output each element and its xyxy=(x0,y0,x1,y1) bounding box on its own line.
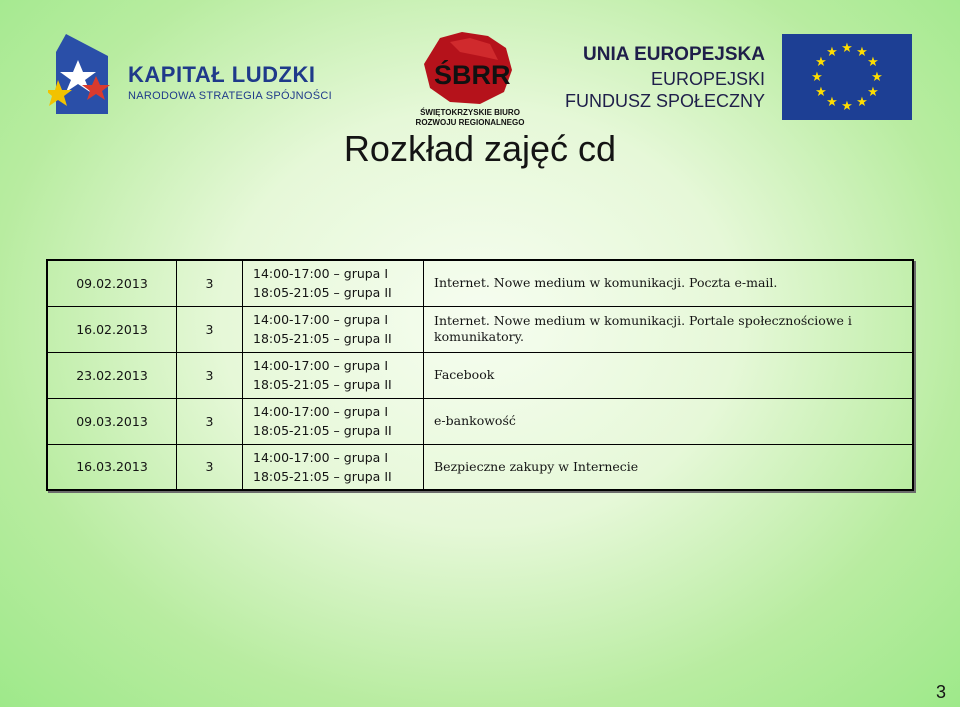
date-cell: 09.02.2013 xyxy=(47,260,177,306)
eu-flag-icon xyxy=(782,34,912,120)
hours-cell: 3 xyxy=(177,352,243,398)
table-row xyxy=(47,260,913,306)
time-group-2: 18:05-21:05 – grupa II xyxy=(253,468,392,484)
hours-cell: 3 xyxy=(177,306,243,352)
eu-fund-text xyxy=(565,44,765,112)
table-row xyxy=(47,306,913,352)
svg-text:★: ★ xyxy=(841,41,853,56)
eu-line3: FUNDUSZ SPOŁECZNY xyxy=(564,91,765,111)
time-cell xyxy=(243,352,424,398)
date-cell: 16.02.2013 xyxy=(47,306,177,352)
eu-line2: EUROPEJSKI xyxy=(650,69,765,89)
topic-cell: Facebook xyxy=(424,352,914,398)
time-group-2: 18:05-21:05 – grupa II xyxy=(253,377,392,392)
table-row xyxy=(47,398,913,444)
table-row xyxy=(47,352,913,398)
kapital-ludzki-title: KAPITAŁ LUDZKI xyxy=(128,62,316,87)
hours-cell: 3 xyxy=(177,398,243,444)
hours-cell: 3 xyxy=(177,260,243,306)
svg-text:★: ★ xyxy=(856,45,868,60)
date-cell: 23.02.2013 xyxy=(47,352,177,398)
page-number: 3 xyxy=(935,682,946,702)
kapital-ludzki-logo xyxy=(48,32,348,122)
sbrr-subtitle-line2: ROZWOJU REGIONALNEGO xyxy=(415,118,525,127)
page-title: Rozkład zajęć cd xyxy=(343,128,617,169)
svg-text:★: ★ xyxy=(811,70,823,85)
schedule-table xyxy=(46,259,914,491)
time-cell xyxy=(243,260,424,306)
time-group-1: 14:00-17:00 – grupa I xyxy=(253,358,389,373)
svg-text:★: ★ xyxy=(841,99,853,114)
time-cell xyxy=(243,444,424,490)
topic-cell: e-bankowość xyxy=(424,398,914,444)
svg-text:★: ★ xyxy=(826,95,838,110)
time-group-2: 18:05-21:05 – grupa II xyxy=(253,285,392,301)
time-group-1: 14:00-17:00 – grupa I xyxy=(253,404,389,419)
time-group-2: 18:05-21:05 – grupa II xyxy=(253,331,392,346)
time-group-1: 14:00-17:00 – grupa I xyxy=(253,449,389,465)
eu-line1: UNIA EUROPEJSKA xyxy=(583,44,765,65)
time-cell xyxy=(243,306,424,352)
time-group-1: 14:00-17:00 – grupa I xyxy=(253,266,389,282)
svg-text:★: ★ xyxy=(815,85,827,100)
sbrr-subtitle-line1: ŚWIĘTOKRZYSKIE BIURO xyxy=(420,108,520,117)
svg-text:★: ★ xyxy=(856,95,868,110)
svg-text:★: ★ xyxy=(867,55,879,70)
svg-text:★: ★ xyxy=(815,55,827,70)
sbrr-logo xyxy=(410,30,530,130)
time-group-1: 14:00-17:00 – grupa I xyxy=(253,312,389,327)
kapital-ludzki-emblem-icon xyxy=(48,32,118,122)
date-cell: 09.03.2013 xyxy=(47,398,177,444)
topic-cell: Bezpieczne zakupy w Internecie xyxy=(424,444,914,490)
topic-cell: Internet. Nowe medium w komunikacji. Portale społecznościowe i komunikatory. xyxy=(424,306,914,352)
svg-text:★: ★ xyxy=(871,70,883,85)
svg-text:★: ★ xyxy=(867,85,879,100)
svg-text:★: ★ xyxy=(826,45,838,60)
time-group-2: 18:05-21:05 – grupa II xyxy=(253,423,392,438)
kapital-ludzki-subtitle: NARODOWA STRATEGIA SPÓJNOŚCI xyxy=(128,90,332,102)
sbrr-subtitle xyxy=(410,108,530,128)
time-cell xyxy=(243,398,424,444)
date-cell: 16.03.2013 xyxy=(47,444,177,490)
sbrr-title: ŚBRR xyxy=(434,60,511,90)
hours-cell: 3 xyxy=(177,444,243,490)
table-row xyxy=(47,444,913,490)
topic-cell: Internet. Nowe medium w komunikacji. Poczta e-mail. xyxy=(424,260,914,306)
